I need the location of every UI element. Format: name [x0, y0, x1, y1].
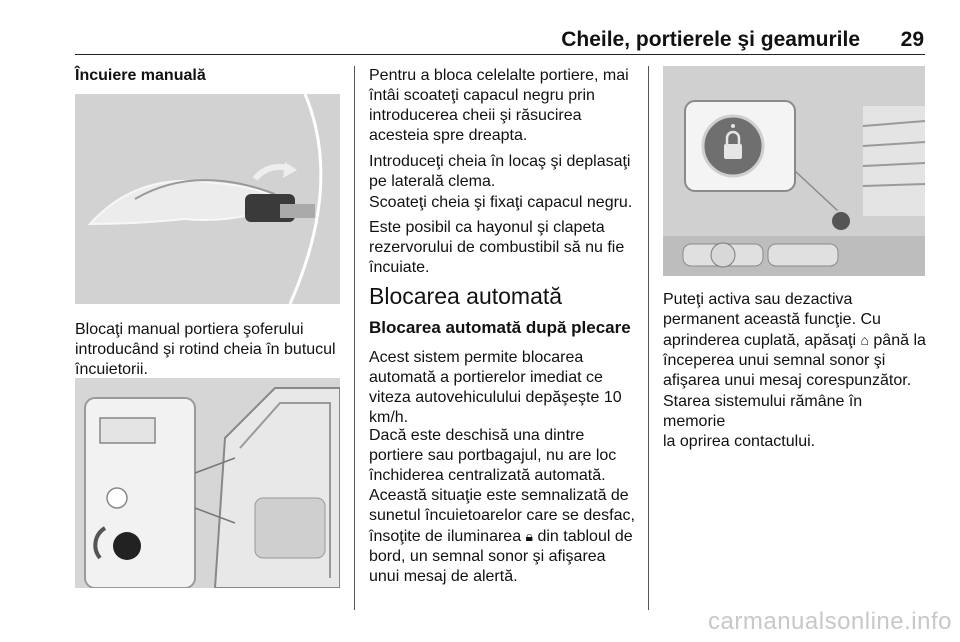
door-lock-cover-drawing — [75, 378, 340, 588]
door-handle-drawing — [75, 94, 340, 304]
middle-paragraph-3: Scoateţi cheia şi fixaţi capacul negru. — [369, 194, 633, 211]
page-header-title: Cheile, portierele şi geamurile — [561, 28, 860, 51]
manual-lock-paragraph: Blocaţi manual portiera şoferului introducând şi rotind cheia în butucul încuietorii. — [75, 321, 336, 378]
middle-paragraph-2: Introduceţi cheia în locaş şi deplasaţi pe laterală clema. — [369, 153, 631, 190]
central-lock-button-drawing — [663, 66, 925, 276]
heading-automatic-lock: Blocarea automată — [369, 283, 563, 309]
header-divider — [75, 54, 925, 55]
middle-paragraph-6: Dacă este deschisă una dintre portiere sau portbagajul, nu are loc închiderea centralizată automată. Această situaţie este semnalizată de sunetul încuietoarelor care se desfac, însoţite de iluminarea 🔒︎ din tabloul de bord, un semnal sonor şi afişarea unui mesaj de alertă. — [369, 427, 635, 585]
central-lock-icon: ⌂ — [860, 332, 869, 348]
section-heading-manual-lock: Încuiere manuală — [75, 67, 206, 84]
lock-indicator-icon: 🔒︎ — [525, 528, 533, 544]
column-divider-right — [648, 66, 649, 610]
right-paragraph-2: Starea sistemului rămâne în memorie la oprirea contactului. — [663, 393, 863, 450]
subheading-lock-after-departure: Blocarea automată după plecare — [369, 318, 631, 337]
middle-paragraph-5: Acest sistem permite blocarea automată a portierelor imediat ce viteza autovehiculului depăşeşte 10 km/h. — [369, 349, 622, 426]
middle-paragraph-4: Este posibil ca hayonul şi clapeta rezervorului de combustibil să nu fie încuiate. — [369, 219, 625, 276]
middle-paragraph-1: Pentru a bloca celelalte portiere, mai întâi scoateţi capacul negru prin introducerea cheii şi răsucirea acesteia spre dreapta. — [369, 67, 629, 144]
figure-door-lock-cover — [75, 378, 340, 588]
watermark: carmanualsonline.info — [708, 608, 952, 635]
column-divider-left — [354, 66, 355, 610]
figure-door-handle-key — [75, 94, 340, 304]
right-paragraph-1: Puteţi activa sau dezactiva permanent această funcţie. Cu aprinderea cuplată, apăsaţi ⌂ până la începerea unui semnal sonor şi afişarea unui mesaj corespunzător. — [663, 291, 926, 389]
page-number: 29 — [900, 28, 924, 51]
figure-central-lock-button — [663, 66, 925, 276]
